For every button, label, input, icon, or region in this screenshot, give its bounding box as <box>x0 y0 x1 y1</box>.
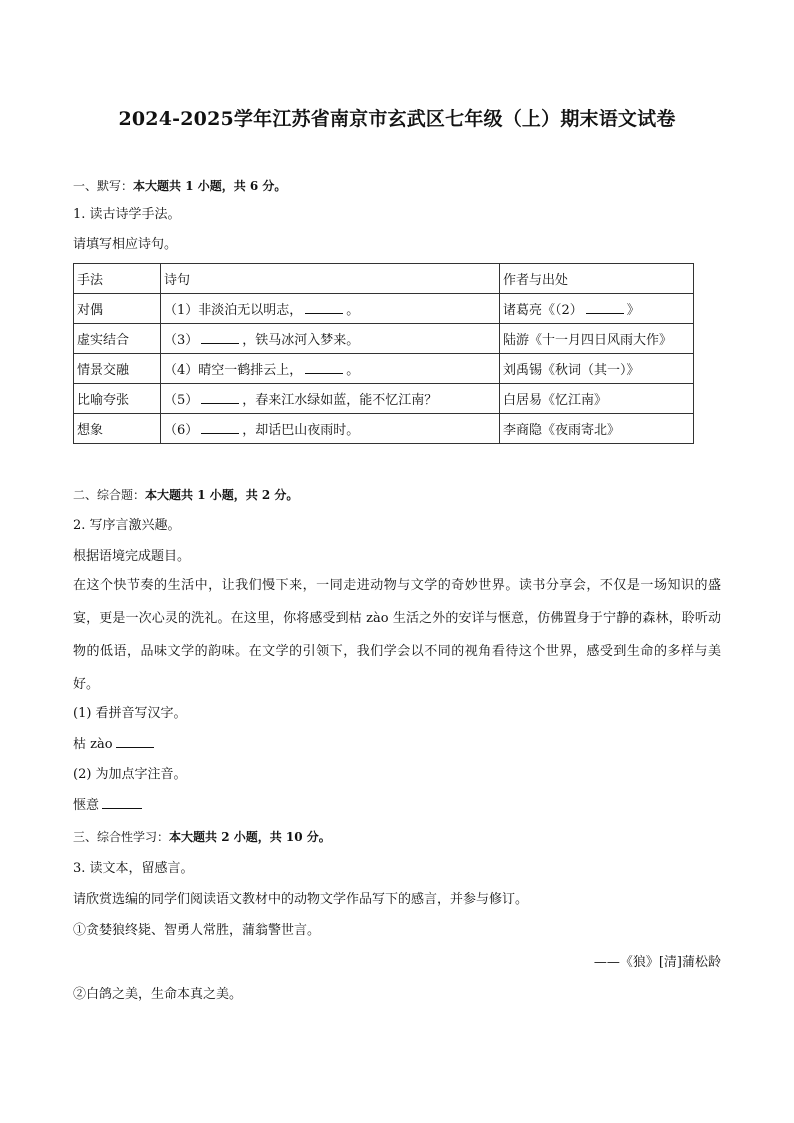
technique-cell: 比喻夸张 <box>74 384 161 414</box>
table-row <box>74 294 694 324</box>
table-header-source: 作者与出处 <box>500 264 694 294</box>
technique-cell: 对偶 <box>74 294 161 324</box>
answer-blank[interactable] <box>116 735 154 748</box>
table-row <box>74 414 694 444</box>
question-2-title: 2. 写序言激兴趣。 <box>73 518 181 533</box>
table-row <box>74 384 694 414</box>
source-cell: 李商隐《夜雨寄北》 <box>500 414 694 444</box>
poem-line-cell: （5） ，春来江水绿如蓝，能不忆江南？ <box>161 384 500 414</box>
question-2-sub1: (1) 看拼音写汉字。 <box>73 706 187 721</box>
section1-heading: 一、默写：本大题共 1 小题，共 6 分。 <box>73 179 287 193</box>
question-3-instruction: 请欣赏选编的同学们阅读语文教材中的动物文学作品写下的感言，并参与修订。 <box>73 892 529 907</box>
section2-heading: 二、综合题：本大题共 1 小题，共 2 分。 <box>73 488 299 502</box>
question-2-sub2-item: 惬意 <box>73 796 145 816</box>
answer-blank[interactable] <box>586 301 624 314</box>
question-2-sub1-item: 枯 zào <box>73 735 157 755</box>
section3-heading: 三、综合性学习：本大题共 2 小题，共 10 分。 <box>73 830 331 844</box>
poem-table <box>73 263 694 444</box>
quote-item-1-source: ——《狼》[清]蒲松龄 <box>593 955 721 970</box>
answer-blank[interactable] <box>201 421 239 434</box>
poem-line-cell: （6） ，却话巴山夜雨时。 <box>161 414 500 444</box>
answer-blank[interactable] <box>102 796 142 809</box>
table-header-row <box>74 264 694 294</box>
quote-item-1: ①贪婪狼终毙、智勇人常胜，蒲翁警世言。 <box>73 923 321 938</box>
answer-blank[interactable] <box>305 361 343 374</box>
question-1-instruction: 请填写相应诗句。 <box>73 237 178 252</box>
poem-line-cell: （1）非淡泊无以明志， 。 <box>161 294 500 324</box>
table-row <box>74 324 694 354</box>
answer-blank[interactable] <box>201 331 239 344</box>
question-3-title: 3. 读文本，留感言。 <box>73 861 194 876</box>
poem-line-cell: （3） ，铁马冰河入梦来。 <box>161 324 500 354</box>
table-header-line: 诗句 <box>161 264 500 294</box>
source-cell: 陆游《十一月四日风雨大作》 <box>500 324 694 354</box>
source-cell: 诸葛亮《（2） 》 <box>500 294 694 324</box>
question-2-instruction: 根据语境完成题目。 <box>73 549 191 564</box>
poem-line-cell: （4）晴空一鹤排云上， 。 <box>161 354 500 384</box>
source-cell: 白居易《忆江南》 <box>500 384 694 414</box>
question-1-title: 1. 读古诗学手法。 <box>73 207 181 222</box>
table-header-technique: 手法 <box>74 264 161 294</box>
table-row <box>74 354 694 384</box>
question-2-passage: 在这个快节奏的生活中，让我们慢下来，一同走进动物与文学的奇妙世界。读书分享会，不仅是一场知识的盛宴，更是一次心灵的洗礼。在这里，你将感受到枯 zào 生活之外的安详与惬意，仿佛置身于宁静的森林，聆听动物的低语，品味文学的韵味。在文学的引领下，我们学会以不同的视角看待这个世界，感受到生命的多样与美好。 <box>73 578 721 692</box>
page-title: 2024-2025学年江苏省南京市玄武区七年级（上）期末语文试卷 <box>118 108 676 130</box>
technique-cell: 情景交融 <box>74 354 161 384</box>
answer-blank[interactable] <box>305 301 343 314</box>
source-cell: 刘禹锡《秋词（其一）》 <box>500 354 694 384</box>
question-2-sub2: (2) 为加点字注音。 <box>73 767 187 782</box>
answer-blank[interactable] <box>201 391 239 404</box>
technique-cell: 想象 <box>74 414 161 444</box>
technique-cell: 虚实结合 <box>74 324 161 354</box>
quote-item-2: ②白鸽之美，生命本真之美。 <box>73 987 243 1002</box>
